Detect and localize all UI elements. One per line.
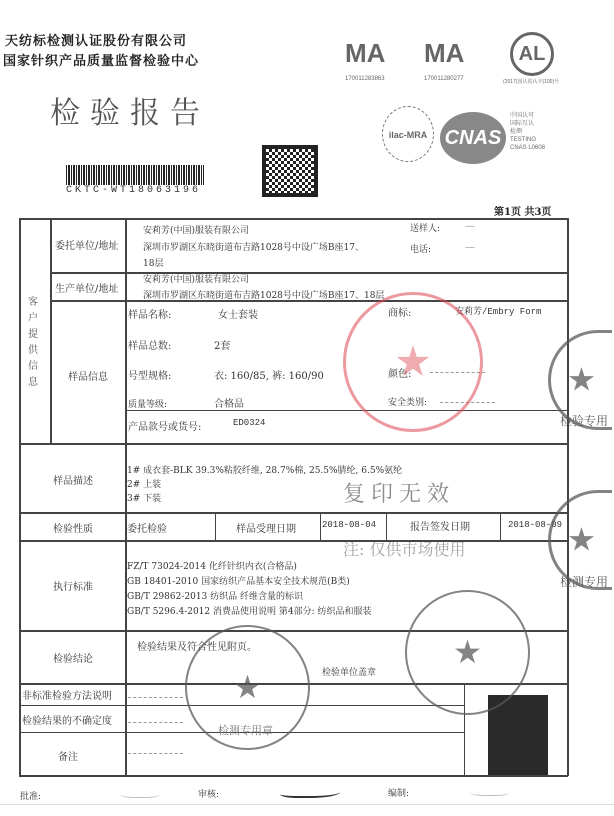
size-value: 衣: 160/85, 裤: 160/90: [214, 371, 324, 382]
phone-value: —: [465, 242, 475, 253]
review-label: 审核:: [198, 790, 220, 800]
sample-count: 2套: [214, 341, 231, 352]
star-icon: [569, 527, 595, 553]
cnas-logo: CNAS: [440, 112, 506, 164]
conclusion-label: 检验结论: [53, 654, 93, 665]
conclusion-text: 检验结果及符合性见附页。: [137, 642, 257, 653]
remarks-label: 备注: [58, 752, 78, 763]
color-label: 颜色:: [388, 369, 412, 380]
producer-name: 安莉芳(中国)服装有限公司: [143, 275, 250, 285]
style-number-label: 产品款号或货号:: [128, 422, 202, 433]
approve-label: 批准:: [20, 792, 42, 802]
report-title: 检验报告: [50, 96, 210, 131]
description-label: 样品描述: [53, 476, 93, 487]
stamp-text-right-mid: 检测专用: [560, 575, 609, 589]
stamp-text-right-top: 检验专用: [560, 414, 609, 428]
received-date: 2018-08-04: [322, 520, 377, 530]
sender-label: 送样人:: [410, 224, 441, 234]
compile-label: 编制:: [388, 789, 410, 799]
barcode: [66, 165, 204, 185]
standards-list: FZ/T 73024-2014 化纤针织内衣(合格品) GB 18401-2010 国家纺织产品基本安全技术规范(B类) GB/T 29862-2013 纺织品 纤维含量的标识 GB/T 5296.4-2012 消费品使用说明 第4部分: 纺织品和服装: [127, 562, 372, 617]
client-address: 深圳市罗湖区东晓街道布吉路1028号中设广场B座17、: [143, 243, 364, 253]
cma-logo-2: MA: [424, 38, 465, 68]
uncertainty-label: 检验结果的不确定度: [22, 716, 112, 727]
cma-logo-1: MA: [345, 38, 386, 68]
company-name: 天纺标检测认证股份有限公司: [5, 34, 188, 49]
approve-signature: [120, 790, 160, 798]
producer-address: 深圳市罗湖区东晓街道布吉路1028号中设广场B座17、18层: [143, 291, 385, 301]
star-icon: [235, 675, 261, 701]
ilac-logo: ilac-MRA: [382, 106, 434, 162]
compile-signature: [470, 788, 510, 796]
nature-label: 检验性质: [53, 524, 93, 535]
brand-label: 商标:: [388, 308, 412, 319]
nature-value: 委托检验: [127, 524, 167, 535]
sample-count-label: 样品总数:: [128, 341, 172, 352]
sample-name: 女士套装: [218, 310, 258, 321]
star-icon: [455, 640, 481, 666]
safety-label: 安全类别:: [388, 398, 428, 408]
sample-name-label: 样品名称:: [128, 310, 172, 321]
qr-code: [262, 145, 318, 197]
red-company-stamp: [343, 292, 483, 432]
client-name: 安莉芳(中国)服装有限公司: [143, 226, 250, 236]
seal-label: 检验单位盖章: [322, 668, 377, 678]
star-icon: [396, 345, 430, 379]
issued-date: 2018-08-09: [508, 520, 563, 530]
scan-line: [0, 804, 614, 805]
center-name: 国家针织产品质量监督检验中心: [3, 54, 200, 69]
size-label: 号型规格:: [128, 371, 172, 382]
cma-number-1: 170011283863: [345, 76, 385, 82]
sample-info-label: 样品信息: [68, 372, 108, 383]
star-icon: [569, 367, 595, 393]
received-date-label: 样品受理日期: [236, 524, 296, 535]
issued-date-label: 报告签发日期: [410, 522, 470, 533]
style-number: ED0324: [233, 418, 266, 428]
watermark-copy-invalid: 复印无效: [343, 482, 456, 507]
grade-label: 质量等级:: [128, 400, 168, 410]
cnas-text: 中国认可 国际互认 检测 TESTING CNAS L0608: [510, 113, 546, 151]
brand: 安莉芳/Embry Form: [455, 307, 542, 317]
side-label-client-info: 客户提供信息: [28, 297, 38, 388]
barcode-text: CKTC-WT18063196: [66, 185, 202, 196]
cal-number: (2017)国认监认字(100)号: [503, 79, 560, 85]
standards-label: 执行标准: [53, 582, 93, 593]
stamp-text-bottom: 检测专用章: [218, 724, 273, 737]
cma-number-2: 170011280277: [424, 76, 464, 82]
page-number: 第1页 共3页: [494, 207, 552, 218]
gray-stamp-bottom-right: [405, 590, 530, 715]
client-label: 委托单位/地址: [55, 241, 119, 252]
description-lines: 1# 成衣套-BLK 39.3%粘胶纤维, 28.7%棉, 25.5%腈纶, 6.5%氨纶 2# 上装 3# 下装: [127, 466, 403, 504]
producer-label: 生产单位/地址: [55, 284, 119, 295]
grade-value: 合格品: [214, 399, 244, 410]
phone-label: 电话:: [410, 245, 432, 255]
review-signature: [280, 786, 340, 798]
client-address-2: 18层: [143, 259, 164, 269]
watermark-note: 注: 仅供市场使用: [343, 540, 466, 559]
cal-logo: AL: [510, 32, 554, 76]
sender-value: —: [465, 221, 475, 232]
nonstandard-label: 非标准检验方法说明: [22, 691, 112, 702]
